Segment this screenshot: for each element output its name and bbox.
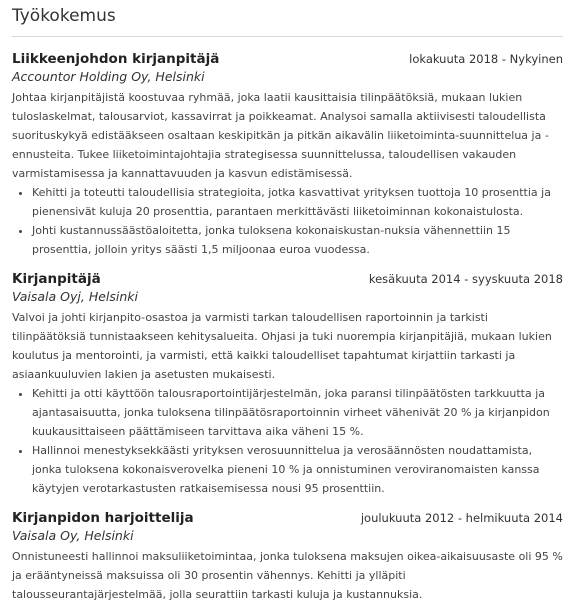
section-title: Työkokemus xyxy=(12,6,563,37)
job-company: Accountor Holding Oy, Helsinki xyxy=(12,69,205,84)
job-header xyxy=(12,510,563,526)
job-dates: lokakuuta 2018 - Nykyinen xyxy=(409,52,563,66)
achievement-item: • Kehitti ja otti käyttöön talousraportointijärjestelmän, joka paransi tilinpäätösten tarkkuutta ja ajantasaisuutta, jonka tuloksena tilinpäätösraportoinnin virheet vähenivät 20 % ja kirjanpidon kuukausittaiseen päättämiseen tarvittava aika väheni 15 %. xyxy=(32,384,563,441)
job-company: Vaisala Oyj, Helsinki xyxy=(12,289,139,304)
job-achievements xyxy=(12,183,563,259)
job-description: Onnistuneesti hallinnoi maksuliiketoimintaa, jonka tuloksena maksujen oikea-aikaisuusaste oli 95 % ja erääntyneissä maksuissa oli 30 prosentin vähennys. Kehitti ja ylläpiti talousseurantajärjestelmää, jolla seurattiin tarkasti kuluja ja kustannuksia. xyxy=(12,550,563,601)
job-description: Valvoi ja johti kirjanpito-osastoa ja varmisti tarkan taloudellisen raportoinnin ja tarkisti tilinpäätöksiä tunnistaakseen kehitysalueita. Ohjasi ja tuki nuorempia kirjanpitäjiä, mukaan lukien koulutus ja mentorointi, ja varmisti, että kaikki taloudelliset tapahtumat kirjattiin tarkasti ja asiaankuuluvien lakien ja asetusten mukaisesti. xyxy=(12,311,552,381)
job-entry xyxy=(12,51,563,259)
job-dates: kesäkuuta 2014 - syyskuuta 2018 xyxy=(368,272,563,286)
achievement-item: • Kehitti ja toteutti taloudellisia strategioita, jotka kasvattivat yrityksen tuottoja 10 prosenttia ja pienensivät kuluja 20 prosenttia, parantaen merkittävästi liiketoiminnan kokonaistulosta. xyxy=(32,183,563,221)
job-title: Kirjanpidon harjoittelija xyxy=(12,510,194,526)
achievement-item: • Johti kustannussäästöaloitetta, jonka tuloksena kokonaiskustan-nuksia vähennettiin 15 prosenttia, jolloin yritys säästi 1,5 miljoonaa euroa vuodessa. xyxy=(32,221,563,259)
job-achievements xyxy=(12,384,563,498)
job-entry xyxy=(12,510,563,604)
achievement-item: • Hallinnoi menestyksekkäästi yrityksen verosuunnittelua ja verosäännösten noudattamista, jonka tuloksena kokonaisverovelka pieneni 10 % ja onnistuminen veroviranomaisten kanssa käytyjen verotarkastusten ratkaisemisessa nousi 95 prosenttiin. xyxy=(32,441,563,498)
job-title: Kirjanpitäjä xyxy=(12,271,101,287)
job-dates: joulukuuta 2012 - helmikuuta 2014 xyxy=(360,511,563,525)
job-entry xyxy=(12,271,563,498)
job-header xyxy=(12,51,563,67)
job-header xyxy=(12,271,563,287)
job-title: Liikkeenjohdon kirjanpitäjä xyxy=(12,51,220,67)
job-description: Johtaa kirjanpitäjistä koostuvaa ryhmää, joka laatii kausittaisia tilinpäätöksiä, mukaan lukien tuloslaskelmat, talousarviot, kassavirrat ja poikkeamat. Analysoi samalla aktiivisesti taloudellista suorituskykyä edistääkseen osaltaan keskipitkän ja pitkän aikavälin liiketoiminta-suunnittelua ja -ennusteita. Tukee liiketoimintajohtajia strategisessa suunnittelussa, taloudellisen vakauden varmistamisessa ja kannattavuuden ja kasvun edistämisessä. xyxy=(12,91,549,180)
job-company: Vaisala Oy, Helsinki xyxy=(12,528,134,543)
